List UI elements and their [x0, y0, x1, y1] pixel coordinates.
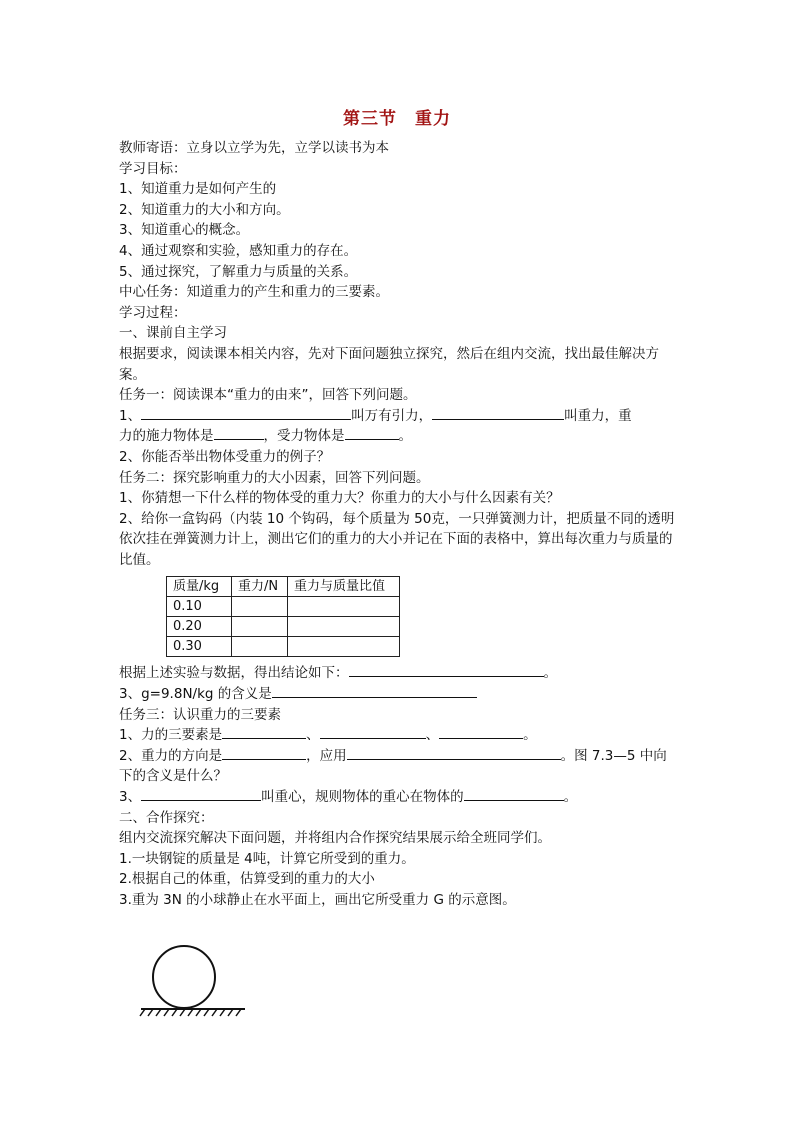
- process-heading: 学习过程：: [119, 304, 187, 321]
- task2-q2: 2、给你一盒钩码（内装 10 个钩码，每个质量为 50克，一只弹簧测力计，把质量不同的透明依次挂在弹簧测力计上，测出它们的重力的大小并记在下面的表格中，算出每次重力与质量的比值。: [119, 510, 675, 568]
- table-cell: 0.30: [167, 637, 232, 657]
- q-text: 。图 7.3—5 中向: [560, 747, 667, 764]
- table-cell[interactable]: [288, 637, 400, 657]
- fill-blank[interactable]: [347, 746, 561, 760]
- q-text: 叫重心，规则物体的重心在物体的: [261, 789, 464, 806]
- task3-q1: [119, 725, 679, 746]
- table-header-cell: 质量/kg: [167, 577, 232, 597]
- section1-heading: 一、课前自主学习: [119, 325, 227, 342]
- central-task: 中心任务：知道重力的产生和重力的三要素。: [119, 284, 389, 301]
- q-text: 3、g=9.8N/kg 的含义是: [119, 686, 272, 703]
- task3-q3: [119, 787, 679, 808]
- section2-intro: 组内交流探究解决下面问题，并将组内合作探究结果展示给全班同学们。: [119, 830, 551, 847]
- table-cell: 0.20: [167, 617, 232, 637]
- q-text: 2、重力的方向是: [119, 747, 223, 764]
- task3-q2-cont: 下的含义是什么？: [119, 768, 227, 785]
- objective-item: 3、知道重心的概念。: [119, 222, 250, 239]
- ball-on-surface-figure: [139, 938, 249, 1020]
- task2-heading: 任务二：探究影响重力的大小因素，回答下列问题。: [119, 469, 430, 486]
- objectives-heading: 学习目标：: [119, 160, 187, 177]
- fill-blank[interactable]: [439, 725, 523, 739]
- task1-q1: [119, 406, 679, 427]
- fill-blank[interactable]: [464, 787, 564, 801]
- table-row: [167, 637, 400, 657]
- table-header-row: [167, 577, 400, 597]
- task2-q3: [119, 684, 679, 705]
- page-title: 第三节 重力: [343, 109, 451, 129]
- task1-q1-cont: [119, 426, 679, 447]
- fill-blank[interactable]: [432, 406, 564, 420]
- q-text: 叫重力，重: [564, 407, 632, 424]
- table-cell[interactable]: [232, 617, 288, 637]
- task1-heading: 任务一：阅读课本“重力的由来”，回答下列问题。: [119, 387, 417, 404]
- fill-blank[interactable]: [345, 426, 399, 440]
- q-text: 。: [398, 428, 412, 445]
- ball-circle: [153, 946, 215, 1008]
- table-cell[interactable]: [232, 637, 288, 657]
- table-header-cell: 重力与质量比值: [288, 577, 400, 597]
- fill-blank[interactable]: [320, 725, 426, 739]
- q-text: 、: [425, 727, 440, 744]
- objective-item: 1、知道重力是如何产生的: [119, 181, 277, 198]
- teacher-motto: 教师寄语：立身以立学为先，立学以读书为本: [119, 140, 389, 156]
- table-cell: 0.10: [167, 597, 232, 617]
- fill-blank[interactable]: [141, 787, 261, 801]
- ground-hatching: [140, 1009, 241, 1016]
- q-text: 。: [523, 727, 537, 744]
- table-cell[interactable]: [288, 617, 400, 637]
- q-text: 叫万有引力，: [351, 407, 433, 424]
- conclusion-line: [119, 663, 679, 684]
- q-text: 、: [306, 727, 320, 744]
- task1-q2: 2、你能否举出物体受重力的例子？: [119, 448, 331, 465]
- table-header-cell: 重力/N: [232, 577, 288, 597]
- data-table: [166, 576, 400, 657]
- section1-intro: 根据要求，阅读课本相关内容，先对下面问题独立探究，然后在组内交流，找出最佳解决方案。: [119, 345, 659, 383]
- objective-item: 4、通过观察和实验，感知重力的存在。: [119, 242, 358, 259]
- fill-blank[interactable]: [141, 406, 351, 420]
- objective-item: 2、知道重力的大小和方向。: [119, 201, 290, 218]
- fill-blank[interactable]: [214, 426, 264, 440]
- q-text: 根据上述实验与数据，得出结论如下：: [119, 665, 349, 682]
- fill-blank[interactable]: [349, 663, 544, 677]
- q-text: 1、力的三要素是: [119, 727, 223, 744]
- q-number: 3、: [119, 789, 142, 806]
- document-body: [119, 138, 679, 911]
- table-row: [167, 617, 400, 637]
- q-text: ，应用: [306, 747, 347, 764]
- task3-heading: 任务三：认识重力的三要素: [119, 706, 281, 723]
- coop-item: 3.重为 3N 的小球静止在水平面上，画出它所受重力 G 的示意图。: [119, 892, 516, 908]
- objective-item: 5、通过探究，了解重力与质量的关系。: [119, 263, 358, 280]
- fill-blank[interactable]: [222, 746, 306, 760]
- fill-blank[interactable]: [272, 684, 477, 698]
- q-text: 。: [543, 665, 557, 682]
- q-text: ，受力物体是: [263, 428, 345, 445]
- q-text: 力的施力物体是: [119, 428, 214, 445]
- task3-q2: [119, 746, 679, 767]
- task2-q1: 1、你猜想一下什么样的物体受的重力大？你重力的大小与什么因素有关？: [119, 490, 560, 507]
- table-row: [167, 597, 400, 617]
- q-text: 。: [563, 789, 578, 806]
- q-number: 1、: [119, 407, 142, 424]
- coop-item: 1.一块钢锭的质量是 4吨，计算它所受到的重力。: [119, 850, 415, 867]
- fill-blank[interactable]: [222, 725, 306, 739]
- coop-item: 2.根据自己的体重，估算受到的重力的大小: [119, 871, 375, 888]
- table-cell[interactable]: [232, 597, 288, 617]
- table-cell[interactable]: [288, 597, 400, 617]
- section2-heading: 二、合作探究：: [119, 809, 214, 826]
